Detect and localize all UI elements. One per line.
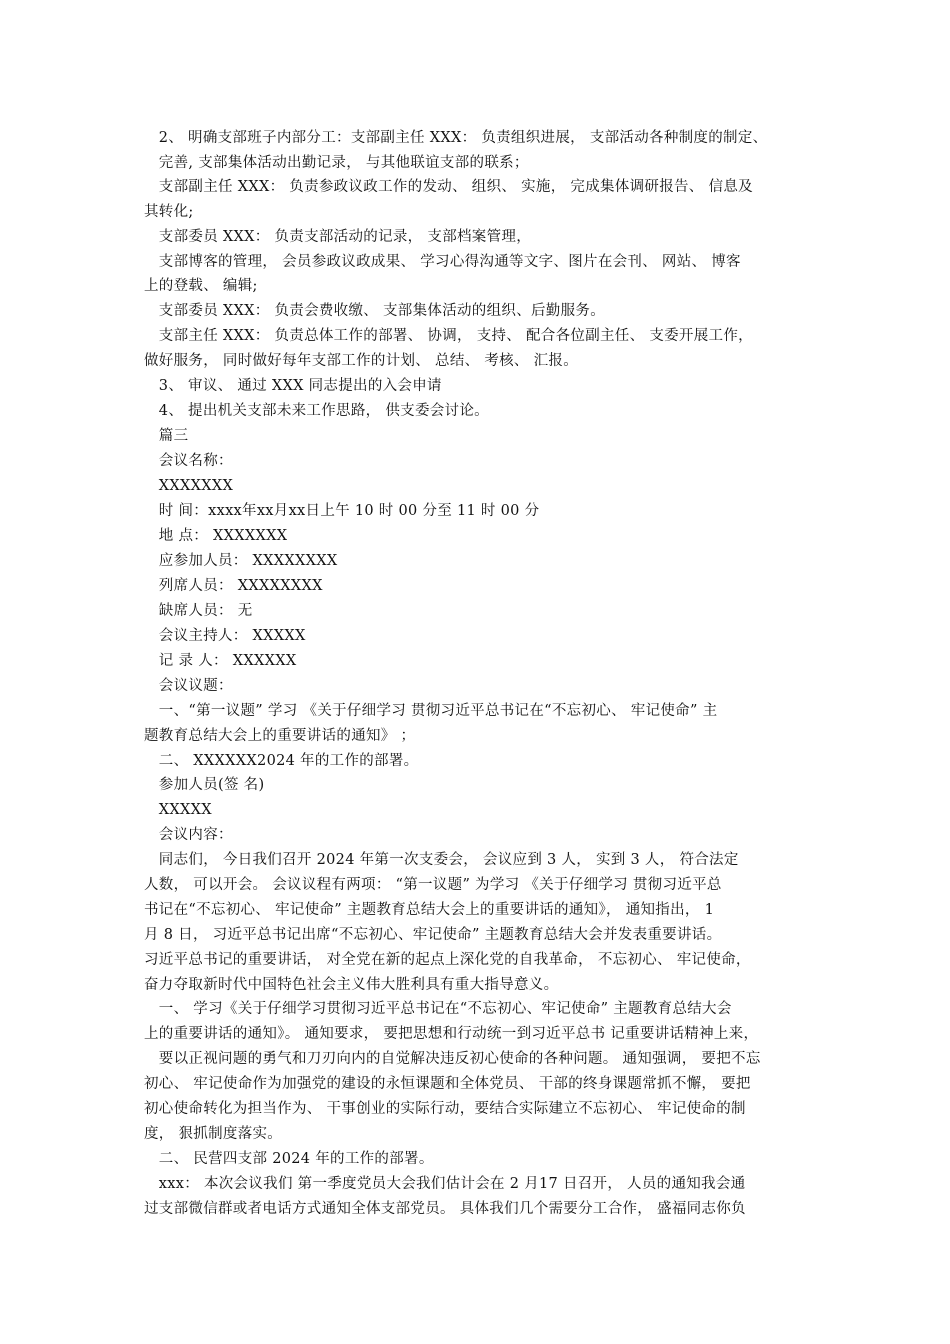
text-line: 会议名称： (144, 453, 233, 469)
text-line: 书记在“不忘初心、 牢记使命” 主题教育总结大会上的重要讲话的通知》， 通知指出， 1 (144, 902, 715, 918)
text-line: 奋力夺取新时代中国特色社会主义伟大胜利具有重大指导意义。 (144, 977, 559, 993)
text-line: 二、 民营四支部 2024 年的工作的部署。 (144, 1151, 434, 1167)
text-line: 度， 狠抓制度落实。 (144, 1126, 283, 1142)
text-line: 一、“第一议题” 学习 《关于仔细学习 贯彻习近平总书记在“不忘初心、 牢记使命” 主 (144, 703, 718, 719)
text-line: 应参加人员： XXXXXXXX (144, 553, 338, 569)
section-heading: 篇三 (144, 428, 189, 444)
text-line: 时 间：xxxx年xx月xx日上午 10 时 00 分至 11 时 00 分 (144, 503, 540, 519)
text-line: 列席人员： XXXXXXXX (144, 578, 323, 594)
text-line: 支部副主任 XXX： 负责参政议政工作的发动、 组织、 实施， 完成集体调研报告、 信息及 (144, 179, 753, 195)
text-line: 习近平总书记的重要讲话， 对全党在新的起点上深化党的自我革命， 不忘初心、 牢记使命， (144, 952, 751, 968)
text-line: 支部委员 XXX： 负责会费收缴、 支部集体活动的组织、后勤服务。 (144, 303, 605, 319)
text-line: 一、 学习《关于仔细学习贯彻习近平总书记在“不忘初心、牢记使命” 主题教育总结大会 (144, 1001, 732, 1017)
text-line: 要以正视问题的勇气和刀刃向内的自觉解决违反初心使命的各种问题。 通知强调， 要把不忘 (144, 1051, 761, 1067)
text-line: 上的登载、 编辑; (144, 278, 258, 294)
text-line: 4、 提出机关支部未来工作思路， 供支委会讨论。 (144, 403, 489, 419)
text-line: 上的重要讲话的通知》。 通知要求， 要把思想和行动统一到习近平总书 记重要讲话精神上来， (144, 1026, 759, 1042)
text-line: 人数， 可以开会。 会议议程有两项： “第一议题” 为学习 《关于仔细学习 贯彻习近平总 (144, 877, 722, 893)
text-line: 3、 审议、 通过 XXX 同志提出的入会申请 (144, 378, 442, 394)
text-line: 会议议题： (144, 678, 233, 694)
text-line: 支部博客的管理， 会员参政议政成果、 学习心得沟通等文字、图片在会刊、 网站、 博客 (144, 254, 741, 270)
text-line: 支部主任 XXX： 负责总体工作的部署、 协调， 支持、 配合各位副主任、 支委开展工作， (144, 328, 753, 344)
text-line: 同志们， 今日我们召开 2024 年第一次支委会， 会议应到 3 人， 实到 3 人， 符合法定 (144, 852, 739, 868)
text-line: 会议内容： (144, 827, 233, 843)
text-line: 过支部微信群或者电话方式通知全体支部党员。 具体我们几个需要分工合作， 盛福同志你负 (144, 1201, 746, 1217)
text-line: 题教育总结大会上的重要讲话的通知》 ； (144, 728, 416, 744)
text-line: 初心、 牢记使命作为加强党的建设的永恒课题和全体党员、 干部的终身课题常抓不懈， 要把 (144, 1076, 751, 1092)
text-line: 其转化; (144, 204, 194, 220)
text-line: 完善, 支部集体活动出勤记录， 与其他联谊支部的联系； (144, 155, 529, 171)
text-line: 缺席人员： 无 (144, 603, 253, 619)
text-line: 做好服务， 同时做好每年支部工作的计划、 总结、 考核、 汇报。 (144, 353, 579, 369)
text-line: 会议主持人： XXXXX (144, 628, 306, 644)
text-line: 参加人员(签 名) (144, 777, 265, 793)
text-line: XXXXXXX (144, 478, 234, 494)
text-line: 记 录 人： XXXXXX (144, 653, 297, 669)
text-line: 月 8 日， 习近平总书记出席“不忘初心、牢记使命” 主题教育总结大会并发表重要讲话。 (144, 927, 722, 943)
text-line: 二、 XXXXXX2024 年的工作的部署。 (144, 753, 419, 769)
text-line: xxx： 本次会议我们 第一季度党员大会我们估计会在 2 月17 日召开， 人员的通知我会通 (144, 1176, 746, 1192)
text-line: 支部委员 XXX： 负责支部活动的记录， 支部档案管理， (144, 229, 531, 245)
text-line: 地 点： XXXXXXX (144, 528, 288, 544)
text-line: 初心使命转化为担当作为、 干事创业的实际行动，要结合实际建立不忘初心、 牢记使命的制 (144, 1101, 746, 1117)
text-line: 2、 明确支部班子内部分工：支部副主任 XXX： 负责组织进展， 支部活动各种制度的制定、 (144, 130, 768, 146)
text-line: XXXXX (144, 802, 212, 818)
